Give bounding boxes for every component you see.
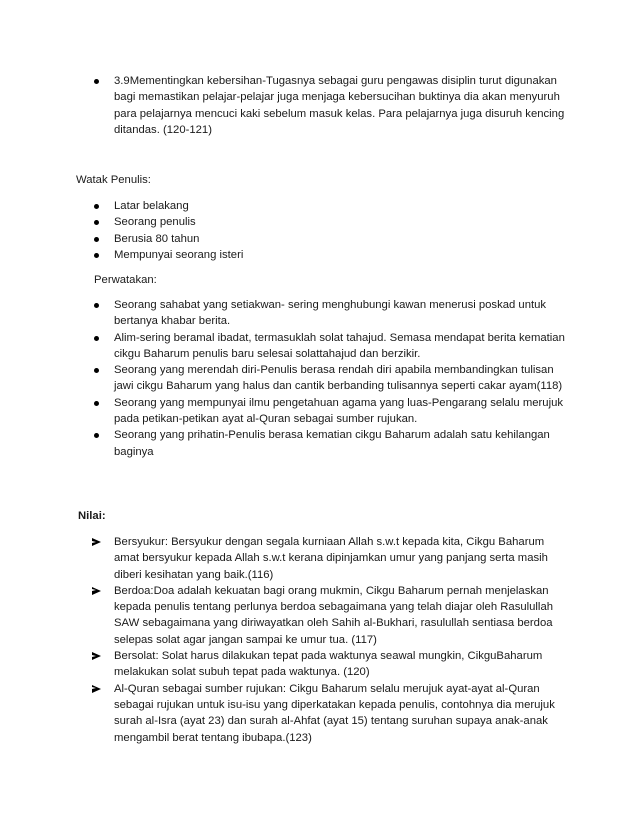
list-item xyxy=(94,247,572,263)
watak-heading: Watak Penulis: xyxy=(76,174,151,186)
list-item xyxy=(94,681,572,746)
list-item-text: Bersolat: Solat harus dilakukan tepat pada waktunya seawal mungkin, CikguBaharum melakukan solat subuh tepat pada waktunya. (120) xyxy=(114,650,543,679)
list-item-text: 3.9Mementingkan kebersihan-Tugasnya sebagai guru pengawas disiplin turut digunakan bagi memastikan pelajar-pelajar juga menjaga kebersucihan buktinya dia akan menyuruh para pelajarnya mencuci kaki sebelum masuk kelas. Para pelajarnya juga disuruh kencing ditandas. (120-121) xyxy=(114,75,565,136)
bullet-icon xyxy=(94,79,99,84)
list-item-text: Berusia 80 tahun xyxy=(114,232,200,245)
bullet-icon xyxy=(94,204,99,209)
list-item xyxy=(94,231,572,247)
list-item-text: Seorang penulis xyxy=(114,216,196,229)
list-item-text: Seorang sahabat yang setiakwan- sering menghubungi kawan menerusi poskad untuk bertanya khabar berita. xyxy=(114,299,547,328)
arrow-bullet-icon xyxy=(92,587,101,595)
bullet-icon xyxy=(94,237,99,242)
list-item xyxy=(94,214,572,230)
list-item xyxy=(94,297,572,330)
arrow-bullet-icon xyxy=(92,685,101,693)
nilai-heading: Nilai: xyxy=(78,510,106,522)
watak-list xyxy=(94,198,572,263)
bullet-icon xyxy=(94,253,99,258)
arrow-bullet-icon xyxy=(92,538,101,546)
perwatakan-heading: Perwatakan: xyxy=(94,274,157,286)
bullet-icon xyxy=(94,336,99,341)
list-item-text: Al-Quran sebagai sumber rujukan: Cikgu Baharum selalu merujuk ayat-ayat al-Quran sebagai rujukan untuk isu-isu yang diperkatakan kepada penulis, contohnya dia merujuk surah al-Isra (ayat 23) dan surah al-Ahfat (ayat 15) tentang suruhan supaya anak-anak mengambil berat tentang ibubapa.(123) xyxy=(114,682,555,744)
nilai-list xyxy=(94,534,572,746)
list-item xyxy=(94,648,572,681)
list-item xyxy=(94,198,572,214)
list-item xyxy=(94,583,572,648)
bullet-icon xyxy=(94,303,99,308)
list-item-text: Berdoa:Doa adalah kekuatan bagi orang mukmin, Cikgu Baharum pernah menjelaskan kepada penulis tentang perlunya berdoa sebagaimana yang telah diajar oleh Rasulullah SAW sebagaimana yang diriwayatkan oleh Sahih al-Bukhari, rasulullah sentiasa berdoa selepas solat agar jangan sampai ke umur tua. (117) xyxy=(114,584,554,646)
bullet-icon xyxy=(94,433,99,438)
list-item-text: Bersyukur: Bersyukur dengan segala kurniaan Allah s.w.t kepada kita, Cikgu Baharum amat bersyukur kepada Allah s.w.t kerana dipinjamkan umur yang panjang serta masih diberi kesihatan yang baik.(116) xyxy=(114,536,548,581)
list-item-text: Seorang yang merendah diri-Penulis berasa rendah diri apabila membandingkan tulisan jawi cikgu Baharum yang halus dan cantik berbanding tulisannya seperti cakar ayam(118) xyxy=(114,364,563,393)
bullet-icon xyxy=(94,220,99,225)
list-item xyxy=(94,362,572,395)
list-item-text: Seorang yang prihatin-Penulis berasa kematian cikgu Baharum adalah satu kehilangan baginya xyxy=(114,429,550,458)
bullet-icon xyxy=(94,401,99,406)
list-item xyxy=(94,534,572,583)
arrow-bullet-icon xyxy=(92,652,101,660)
perwatakan-list xyxy=(94,297,572,460)
list-item xyxy=(94,395,572,428)
list-item-text: Mempunyai seorang isteri xyxy=(114,248,244,261)
list-item-text: Seorang yang mempunyai ilmu pengetahuan agama yang luas-Pengarang selalu merujuk pada petikan-petikan ayat al-Quran sebagai sumber rujukan. xyxy=(114,396,564,426)
list-item xyxy=(94,73,572,138)
bullet-icon xyxy=(94,368,99,373)
list-item xyxy=(94,427,572,460)
list-item xyxy=(94,330,572,363)
list-item-text: Alim-sering beramal ibadat, termasuklah solat tahajud. Semasa mendapat berita kematian cikgu Baharum penulis baru selesai solattahajud dan berzikir. xyxy=(114,331,565,360)
section1-list xyxy=(94,73,572,138)
list-item-text: Latar belakang xyxy=(114,200,189,212)
